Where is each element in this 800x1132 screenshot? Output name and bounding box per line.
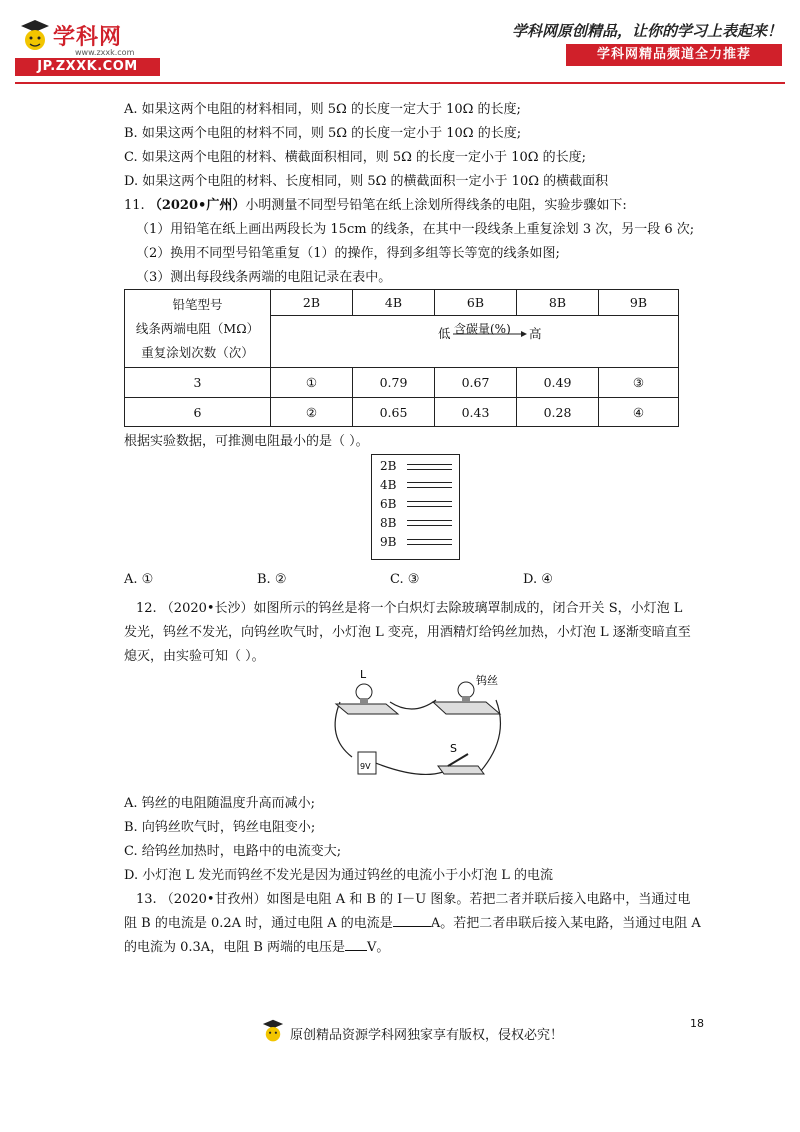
q13-line-2b: A。若把二者串联后接入某电路，当通过电阻 A: [430, 916, 701, 931]
pencil-line: [407, 539, 452, 540]
q10-option-c: C. 如果这两个电阻的材料、横截面积相同，则 5Ω 的长度一定小于 10Ω 的长度;: [124, 150, 587, 165]
pencil-lines-figure: [371, 454, 460, 560]
value-cell: 0.67: [435, 368, 517, 398]
resistance-table: [124, 289, 679, 427]
battery-label: 9V: [360, 762, 371, 771]
circuit-diagram: [318, 662, 518, 782]
header-resistance-label: 线条两端电阻（MΩ）: [135, 320, 260, 336]
q11-step-3: （3）测出每段线条两端的电阻记录在表中。: [136, 270, 392, 285]
carbon-content-row: [271, 316, 679, 368]
count-cell: 6: [125, 398, 271, 427]
q12-line-1: 12. （2020•长沙）如图所示的钨丝是将一个白炽灯去除玻璃罩制成的，闭合开关 S，小灯泡 L: [136, 601, 683, 616]
value-cell: 0.65: [353, 398, 435, 427]
pencil-line: [407, 464, 452, 465]
copyright-notice: 原创精品资源学科网独家享有版权，侵权必究！: [290, 1028, 564, 1043]
tungsten-label: 钨丝: [476, 674, 498, 687]
q12-option-c: C. 给钨丝加热时，电路中的电流变大;: [124, 844, 342, 859]
pencil-line: [407, 544, 452, 545]
carbon-high-label: 高: [529, 326, 542, 341]
carbon-arrow-icon: [453, 330, 527, 338]
model-cell: 8B: [517, 290, 599, 316]
carbon-content-label: 含碳量(%): [454, 322, 511, 336]
q13-line-3b: V。: [367, 940, 390, 955]
answer-blank: [393, 914, 431, 927]
q11-option-d: D. ④: [523, 572, 553, 587]
q11-step-2: （2）换用不同型号铅笔重复（1）的操作，得到多组等长等宽的线条如图;: [136, 246, 560, 261]
page-number: 18: [690, 1017, 704, 1030]
q13-line-3: [124, 936, 389, 955]
value-cell: 0.49: [517, 368, 599, 398]
value-cell: ③: [599, 368, 679, 398]
pencil-label: 4B: [380, 478, 397, 492]
table-row: [125, 398, 679, 427]
mascot-icon: [17, 18, 53, 56]
model-cell: 6B: [435, 290, 517, 316]
model-cell: 2B: [271, 290, 353, 316]
header-count-label: 重复涂划次数（次）: [141, 344, 254, 360]
switch-label: S: [450, 742, 457, 755]
model-cell: 4B: [353, 290, 435, 316]
q12-option-a: A. 钨丝的电阻随温度升高而减小;: [124, 796, 316, 811]
value-cell: 0.43: [435, 398, 517, 427]
pencil-line: [407, 506, 452, 507]
value-cell: 0.79: [353, 368, 435, 398]
recommend-band: 学科网精品频道全力推荐: [566, 44, 782, 66]
site-logo: [15, 18, 160, 73]
logo-url-band: JP.ZXXK.COM: [15, 58, 160, 76]
q10-option-b: B. 如果这两个电阻的材料不同，则 5Ω 的长度一定小于 10Ω 的长度;: [124, 126, 522, 141]
q13-line-2a: 阻 B 的电流是 0.2A 时，通过电阻 A 的电流是: [124, 916, 393, 931]
q11-option-b: B. ②: [257, 572, 287, 587]
q11-number: 11.: [124, 198, 145, 213]
q11-step-1: （1）用铅笔在纸上画出两段长为 15cm 的线条，在其中一段线条上重复涂划 3 次，另一段 6 次;: [136, 222, 695, 237]
lamp-label: L: [360, 668, 367, 681]
pencil-line: [407, 487, 452, 488]
q11-option-a: A. ①: [124, 572, 154, 587]
pencil-label: 6B: [380, 497, 397, 511]
q10-option-a: A. 如果这两个电阻的材料相同，则 5Ω 的长度一定大于 10Ω 的长度;: [124, 102, 521, 117]
pencil-line: [407, 482, 452, 483]
pencil-label: 2B: [380, 459, 397, 473]
q10-option-d: D. 如果这两个电阻的材料、长度相同，则 5Ω 的横截面积一定小于 10Ω 的横截面积: [124, 174, 609, 189]
q11-option-c: C. ③: [390, 572, 420, 587]
q11-stem-text: 小明测量不同型号铅笔在纸上涂划所得线条的电阻，实验步骤如下:: [245, 198, 627, 213]
logo-title: 学科网: [53, 25, 123, 50]
q13-line-2: [124, 912, 701, 931]
header-slogan: 学科网原创精品，让你的学习上表起来！: [511, 22, 782, 40]
value-cell: 0.28: [517, 398, 599, 427]
q12-line-3: 熄灭，由实验可知（ ）。: [124, 649, 265, 664]
pencil-line: [407, 525, 452, 526]
pencil-label: 9B: [380, 535, 397, 549]
q13-line-1: 13. （2020•甘孜州）如图是电阻 A 和 B 的 I－U 图象。若把二者并联后接入电路中，当通过电: [136, 892, 691, 907]
q12-option-d: D. 小灯泡 L 发光而钨丝不发光是因为通过钨丝的电流小于小灯泡 L 的电流: [124, 868, 554, 883]
table-header-left: [125, 290, 271, 368]
value-cell: ②: [271, 398, 353, 427]
logo-subtitle: www.zxxk.com: [75, 48, 135, 57]
carbon-low-label: 低: [438, 326, 451, 341]
model-cell: 9B: [599, 290, 679, 316]
pencil-label: 8B: [380, 516, 397, 530]
pencil-line: [407, 520, 452, 521]
count-cell: 3: [125, 368, 271, 398]
pencil-line: [407, 501, 452, 502]
pencil-line: [407, 469, 452, 470]
value-cell: ①: [271, 368, 353, 398]
header-model-label: 铅笔型号: [172, 296, 223, 312]
answer-blank: [345, 938, 367, 951]
q13-line-3a: 的电流为 0.3A，电阻 B 两端的电压是: [124, 940, 346, 955]
value-cell: ④: [599, 398, 679, 427]
table-row: [125, 368, 679, 398]
header-divider: [15, 82, 785, 84]
q12-option-b: B. 向钨丝吹气时，钨丝电阻变小;: [124, 820, 316, 835]
footer-mascot-icon: [260, 1017, 286, 1047]
q12-line-2: 发光，钨丝不发光，向钨丝吹气时，小灯泡 L 变亮，用酒精灯给钨丝加热，小灯泡 L 逐渐变暗直至: [124, 625, 691, 640]
q11-source: （2020•广州）: [148, 198, 246, 213]
q11-stem: [124, 194, 627, 213]
q11-question: 根据实验数据，可推测电阻最小的是（ ）。: [124, 434, 369, 449]
